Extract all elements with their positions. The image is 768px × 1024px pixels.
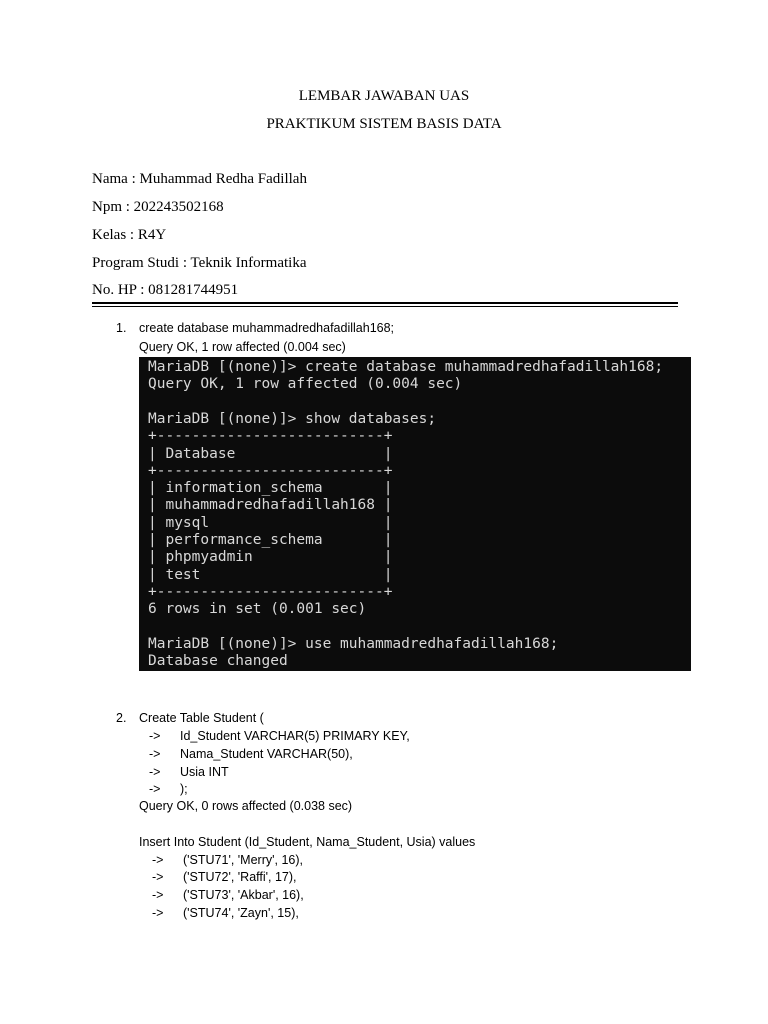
document-subtitle: PRAKTIKUM SISTEM BASIS DATA (266, 116, 502, 132)
insert-arrow-4: -> (152, 906, 164, 920)
create-column-1: Id_Student VARCHAR(5) PRIMARY KEY, (180, 729, 410, 743)
document-title: LEMBAR JAWABAN UAS (298, 88, 470, 104)
terminal-line: MariaDB [(none)]> show databases; (148, 410, 437, 427)
question-1-command: create database muhammadredhafadillah168; (139, 321, 395, 335)
terminal-line: +--------------------------+ (148, 428, 393, 445)
student-class: Kelas : R4Y (92, 227, 167, 243)
student-name: Nama : Muhammad Redha Fadillah (92, 171, 307, 187)
terminal-line: +--------------------------+ (148, 462, 393, 479)
create-arrow-2: -> (149, 747, 161, 761)
create-close: ); (180, 782, 188, 796)
terminal-line: Query OK, 1 row affected (0.004 sec) (148, 376, 463, 393)
terminal-line: | performance_schema | (148, 532, 393, 548)
question-2-number: 2. (116, 711, 127, 725)
student-program: Program Studi : Teknik Informatika (92, 255, 307, 271)
question-1-number: 1. (116, 321, 127, 335)
terminal-line: | muhammadredhafadillah168 | (148, 497, 393, 514)
terminal-line: +--------------------------+ (148, 583, 393, 600)
create-arrow-3: -> (149, 765, 161, 779)
terminal-line: MariaDB [(none)]> create database muhammadredhafadillah168; (148, 359, 664, 375)
terminal-line: 6 rows in set (0.001 sec) (148, 601, 367, 618)
insert-row-3: ('STU73', 'Akbar', 16), (183, 888, 304, 902)
terminal-line: | Database | (148, 445, 393, 462)
create-result: Query OK, 0 rows affected (0.038 sec) (139, 799, 353, 813)
question-1-result: Query OK, 1 row affected (0.004 sec) (139, 340, 346, 354)
insert-row-4: ('STU74', 'Zayn', 15), (183, 906, 299, 920)
student-npm: Npm : 202243502168 (92, 199, 224, 215)
insert-row-1: ('STU71', 'Merry', 16), (183, 853, 303, 867)
double-rule-bottom (92, 306, 678, 307)
create-arrow-1: -> (149, 729, 161, 743)
insert-arrow-1: -> (152, 853, 164, 867)
terminal-line: Database changed (148, 653, 288, 670)
student-phone: No. HP : 081281744951 (92, 282, 239, 298)
insert-arrow-2: -> (152, 870, 164, 884)
terminal-line: | information_schema | (148, 480, 393, 497)
create-column-2: Nama_Student VARCHAR(50), (180, 747, 353, 761)
terminal-line: | mysql | (148, 514, 393, 531)
insert-arrow-3: -> (152, 888, 164, 902)
terminal-line: MariaDB [(none)]> use muhammadredhafadillah168; (148, 635, 559, 652)
terminal-line: | test | (148, 566, 393, 583)
terminal-line: | phpmyadmin | (148, 549, 393, 566)
double-rule-top (92, 302, 678, 304)
create-table-line: Create Table Student ( (139, 711, 264, 725)
terminal-screenshot (139, 357, 691, 671)
create-column-3: Usia INT (180, 765, 229, 779)
insert-line: Insert Into Student (Id_Student, Nama_Student, Usia) values (139, 835, 476, 849)
insert-row-2: ('STU72', 'Raffi', 17), (183, 870, 297, 884)
create-arrow-4: -> (149, 782, 161, 796)
